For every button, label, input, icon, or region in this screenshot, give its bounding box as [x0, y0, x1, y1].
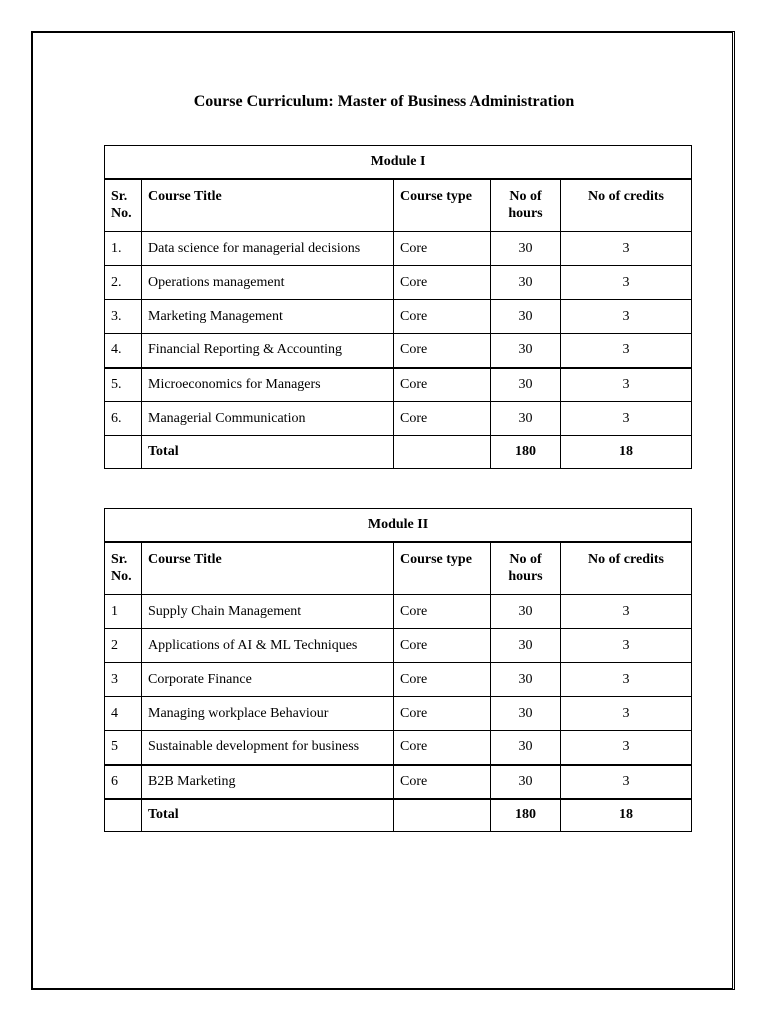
cell-hours: 30 — [491, 402, 561, 436]
cell-sr: 6 — [105, 765, 142, 799]
header-hours: No of hours — [491, 179, 561, 232]
cell-title: Operations management — [142, 266, 394, 300]
total-hours: 180 — [491, 436, 561, 469]
cell-title: Financial Reporting & Accounting — [142, 334, 394, 368]
cell-sr: 5. — [105, 368, 142, 402]
cell-type: Core — [394, 731, 491, 765]
cell-sr: 5 — [105, 731, 142, 765]
table-row — [105, 266, 692, 300]
cell-credits: 3 — [561, 266, 692, 300]
cell-title: Sustainable development for business — [142, 731, 394, 765]
cell-hours: 30 — [491, 629, 561, 663]
cell-credits: 3 — [561, 300, 692, 334]
cell-hours: 30 — [491, 697, 561, 731]
cell-sr-empty — [105, 799, 142, 832]
cell-sr: 2. — [105, 266, 142, 300]
cell-hours: 30 — [491, 266, 561, 300]
total-row — [105, 799, 692, 832]
cell-hours: 30 — [491, 368, 561, 402]
module-name: Module II — [105, 509, 692, 542]
cell-title: Managing workplace Behaviour — [142, 697, 394, 731]
cell-type-empty — [394, 436, 491, 469]
cell-type: Core — [394, 697, 491, 731]
total-row — [105, 436, 692, 469]
module-2-table — [104, 508, 692, 832]
table-row — [105, 300, 692, 334]
page-title: Course Curriculum: Master of Business Administration — [193, 93, 575, 110]
cell-credits: 3 — [561, 402, 692, 436]
table-row — [105, 663, 692, 697]
header-course-type: Course type — [394, 179, 491, 232]
cell-credits: 3 — [561, 595, 692, 629]
cell-credits: 3 — [561, 731, 692, 765]
cell-sr: 1. — [105, 232, 142, 266]
header-hours: No of hours — [491, 542, 561, 595]
cell-hours: 30 — [491, 334, 561, 368]
cell-sr-empty — [105, 436, 142, 469]
cell-sr: 6. — [105, 402, 142, 436]
module-1-table — [104, 145, 692, 469]
total-label: Total — [142, 436, 394, 469]
cell-title: Marketing Management — [142, 300, 394, 334]
cell-title: Data science for managerial decisions — [142, 232, 394, 266]
cell-hours: 30 — [491, 595, 561, 629]
table-row — [105, 232, 692, 266]
header-course-title: Course Title — [142, 542, 394, 595]
total-credits: 18 — [561, 799, 692, 832]
cell-hours: 30 — [491, 300, 561, 334]
table-row — [105, 368, 692, 402]
cell-type: Core — [394, 663, 491, 697]
table-row — [105, 731, 692, 765]
header-sr-no: Sr. No. — [105, 179, 142, 232]
module-header-row — [105, 146, 692, 179]
cell-sr: 4. — [105, 334, 142, 368]
table-row — [105, 629, 692, 663]
cell-sr: 3. — [105, 300, 142, 334]
cell-title: Corporate Finance — [142, 663, 394, 697]
cell-credits: 3 — [561, 629, 692, 663]
total-hours: 180 — [491, 799, 561, 832]
header-course-title: Course Title — [142, 179, 394, 232]
cell-sr: 1 — [105, 595, 142, 629]
header-sr-no: Sr. No. — [105, 542, 142, 595]
cell-hours: 30 — [491, 663, 561, 697]
table-row — [105, 697, 692, 731]
cell-credits: 3 — [561, 663, 692, 697]
module-header-row — [105, 509, 692, 542]
cell-hours: 30 — [491, 232, 561, 266]
total-label: Total — [142, 799, 394, 832]
total-credits: 18 — [561, 436, 692, 469]
header-credits: No of credits — [561, 542, 692, 595]
table-row — [105, 334, 692, 368]
header-credits: No of credits — [561, 179, 692, 232]
cell-title: Microeconomics for Managers — [142, 368, 394, 402]
cell-credits: 3 — [561, 232, 692, 266]
cell-credits: 3 — [561, 765, 692, 799]
cell-sr: 3 — [105, 663, 142, 697]
cell-title: Supply Chain Management — [142, 595, 394, 629]
column-header-row — [105, 542, 692, 595]
table-row — [105, 595, 692, 629]
header-course-type: Course type — [394, 542, 491, 595]
column-header-row — [105, 179, 692, 232]
cell-hours: 30 — [491, 731, 561, 765]
cell-type: Core — [394, 595, 491, 629]
cell-type: Core — [394, 334, 491, 368]
cell-type: Core — [394, 300, 491, 334]
cell-type: Core — [394, 266, 491, 300]
cell-type: Core — [394, 629, 491, 663]
cell-type: Core — [394, 232, 491, 266]
module-name: Module I — [105, 146, 692, 179]
cell-sr: 2 — [105, 629, 142, 663]
cell-sr: 4 — [105, 697, 142, 731]
cell-credits: 3 — [561, 368, 692, 402]
cell-title: Managerial Communication — [142, 402, 394, 436]
table-row — [105, 765, 692, 799]
cell-title: Applications of AI & ML Techniques — [142, 629, 394, 663]
cell-type-empty — [394, 799, 491, 832]
table-row — [105, 402, 692, 436]
cell-credits: 3 — [561, 697, 692, 731]
cell-credits: 3 — [561, 334, 692, 368]
cell-title: B2B Marketing — [142, 765, 394, 799]
cell-type: Core — [394, 765, 491, 799]
cell-hours: 30 — [491, 765, 561, 799]
cell-type: Core — [394, 368, 491, 402]
cell-type: Core — [394, 402, 491, 436]
